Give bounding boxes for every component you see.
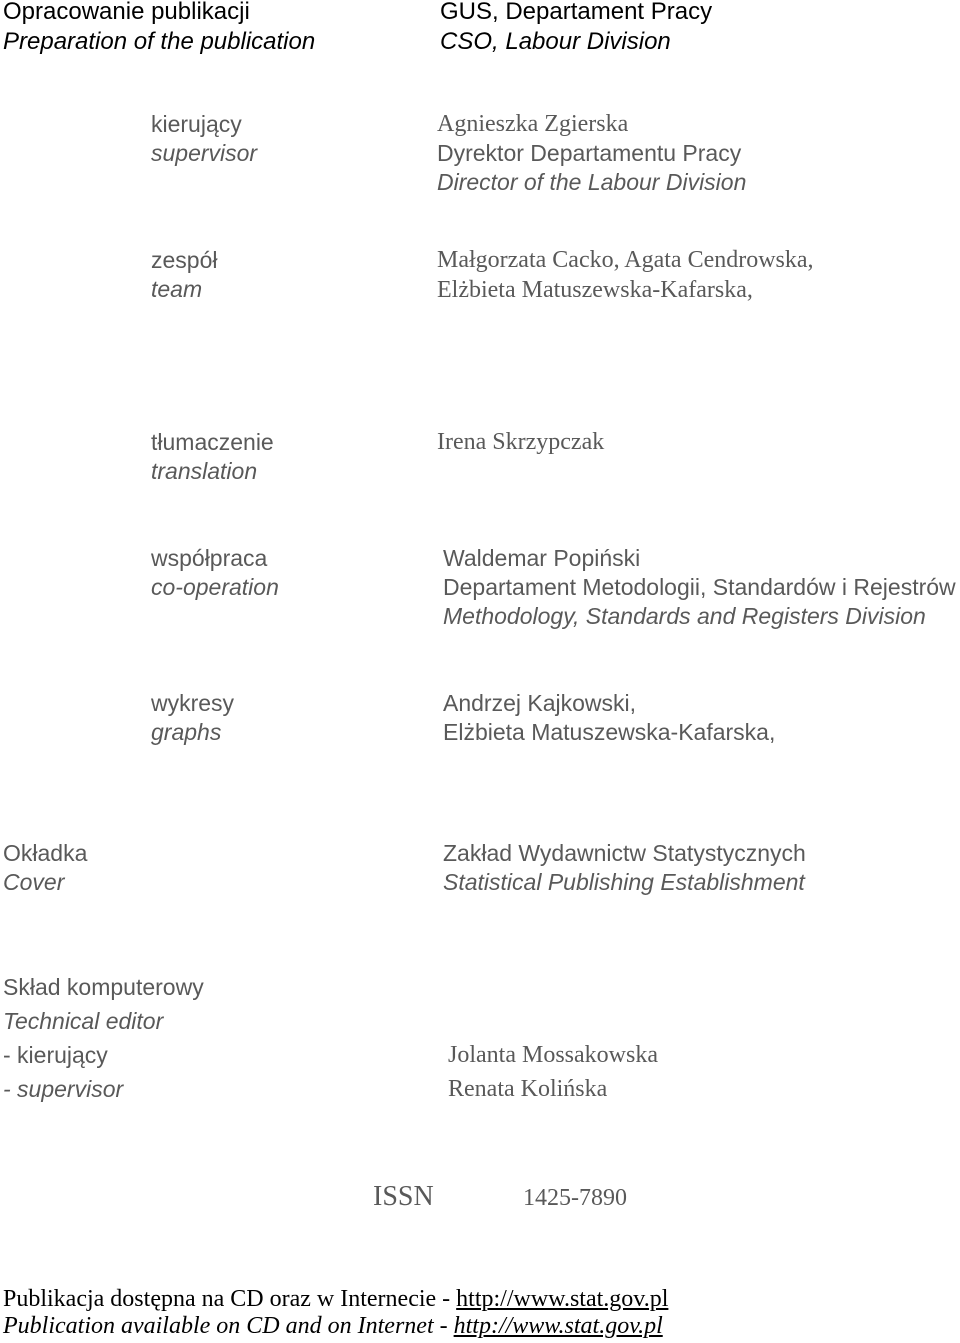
team-label-en: team <box>151 276 203 302</box>
graphs-authors-line-1: Andrzej Kajkowski, <box>443 690 637 716</box>
availability-text-en: Publication available on CD and on Internet - <box>3 1313 448 1339</box>
supervisor-name: Agnieszka Zgierska <box>437 111 629 137</box>
preparation-value-en: CSO, Labour Division <box>440 28 671 55</box>
cover-value-en: Statistical Publishing Establishment <box>443 869 805 895</box>
website-link-pl[interactable]: http://www.stat.gov.pl <box>456 1286 669 1312</box>
issn-number: 1425-7890 <box>523 1185 627 1211</box>
typesetting-name-1: Jolanta Mossakowska <box>448 1042 658 1068</box>
graphs-label-pl: wykresy <box>151 690 235 716</box>
translation-label-pl: tłumaczenie <box>151 429 274 455</box>
cover-label-en: Cover <box>3 869 65 895</box>
availability-line-pl <box>3 1287 668 1311</box>
supervisor-title-pl: Dyrektor Departamentu Pracy <box>437 140 742 166</box>
cooperation-dept-pl: Departament Metodologii, Standardów i Rejestrów <box>443 574 956 600</box>
cooperation-label-pl: współpraca <box>151 545 268 571</box>
graphs-label-en: graphs <box>151 719 222 745</box>
issn-label: ISSN <box>373 1181 434 1212</box>
translation-name: Irena Skrzypczak <box>437 429 605 455</box>
preparation-label-pl: Opracowanie publikacji <box>3 0 250 25</box>
cooperation-label-en: co-operation <box>151 574 279 600</box>
typesetting-label-pl: Skład komputerowy <box>3 974 204 1000</box>
team-members-line-1: Małgorzata Cacko, Agata Cendrowska, <box>437 247 814 273</box>
website-link-en[interactable]: http://www.stat.gov.pl <box>453 1313 663 1339</box>
team-members-line-2: Elżbieta Matuszewska-Kafarska, <box>437 277 753 303</box>
supervisor-label-pl: kierujący <box>151 111 242 137</box>
cover-value-pl: Zakład Wydawnictw Statystycznych <box>443 840 806 866</box>
preparation-value-pl: GUS, Departament Pracy <box>440 0 713 25</box>
availability-text-pl: Publikacja dostępna na CD oraz w Internecie - <box>3 1286 451 1312</box>
preparation-label-en: Preparation of the publication <box>3 28 316 55</box>
typesetting-role-pl: - kierujący <box>3 1042 108 1068</box>
translation-label-en: translation <box>151 458 258 484</box>
cooperation-dept-en: Methodology, Standards and Registers Division <box>443 603 926 629</box>
team-label-pl: zespół <box>151 247 218 273</box>
cover-label-pl: Okładka <box>3 840 88 866</box>
cooperation-name: Waldemar Popiński <box>443 545 641 571</box>
typesetting-role-en: - supervisor <box>3 1076 124 1102</box>
supervisor-label-en: supervisor <box>151 140 258 166</box>
availability-line-en <box>3 1314 663 1338</box>
supervisor-title-en: Director of the Labour Division <box>437 169 747 195</box>
graphs-authors-line-2: Elżbieta Matuszewska-Kafarska, <box>443 719 776 745</box>
typesetting-name-2: Renata Kolińska <box>448 1076 608 1102</box>
typesetting-label-en: Technical editor <box>3 1008 164 1034</box>
